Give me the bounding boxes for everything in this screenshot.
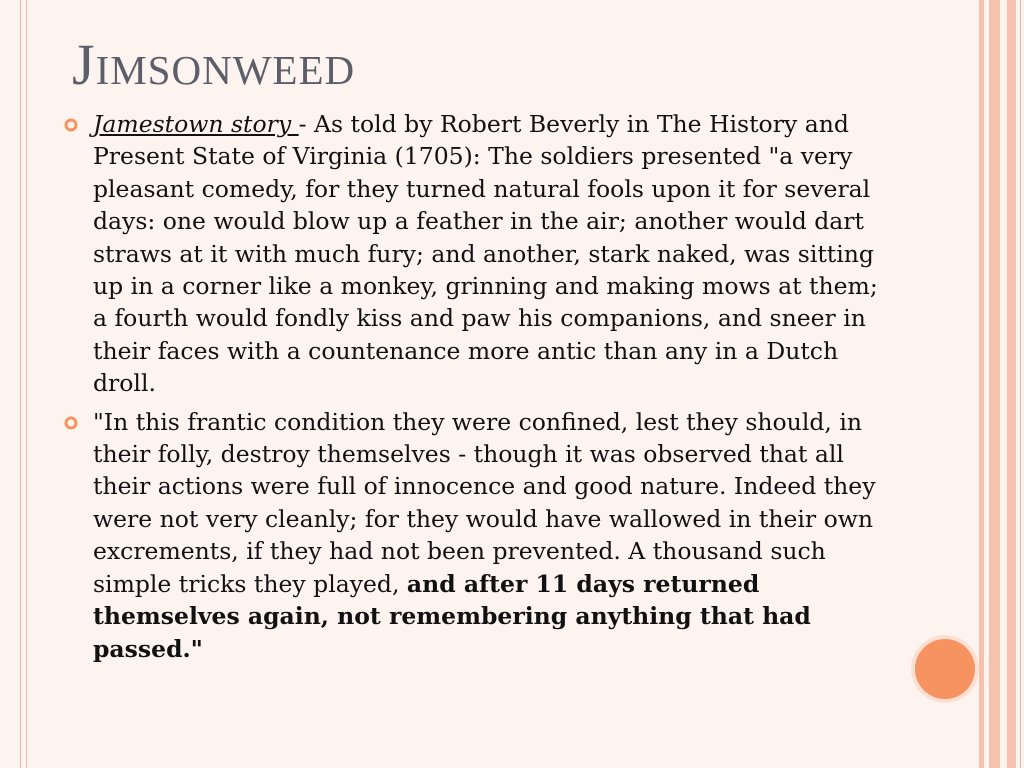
bullet-list (62, 108, 892, 671)
circle-bullet-icon (64, 118, 78, 132)
jamestown-story-link[interactable]: Jamestown story (93, 110, 299, 138)
right-stripe-thin (979, 0, 984, 768)
circle-bullet-icon (64, 416, 78, 430)
left-frame-line (20, 0, 21, 768)
left-frame-line-inner (26, 0, 27, 768)
right-stripe-thick (989, 0, 1000, 768)
right-frame-line (1020, 0, 1021, 768)
bullet-item-frantic (62, 406, 892, 665)
slide-title: Jimsonweed (72, 32, 356, 97)
bullet-text: "In this frantic condition they were confined, lest they should, in their folly, destroy themselves - though it was observed that all their actions were full of innocence and good nature. Indeed they were not very cleanly; for they would have wallowed in their own excrements, if they had not been prevented. A thousand such simple tricks they played, (93, 407, 876, 598)
bullet-bold-text: and after 11 days returned themselves again, not remembering anything that had passed." (93, 569, 811, 663)
bullet-text: - As told by Robert Beverly in The History and Present State of Virginia (1705): The soldiers presented "a very pleasant comedy, for they turned natural fools upon it for several days: one would blow up a feather in the air; another would dart straws at it with much fury; and another, stark naked, was sitting up in a corner like a monkey, grinning and making mows at them; a fourth would fondly kiss and paw his companions, and sneer in their faces with a countenance more antic than any in a Dutch droll. (93, 110, 878, 398)
right-stripe-outer (1007, 0, 1016, 768)
decorative-circle (915, 639, 975, 699)
bullet-item-jamestown (62, 108, 892, 400)
